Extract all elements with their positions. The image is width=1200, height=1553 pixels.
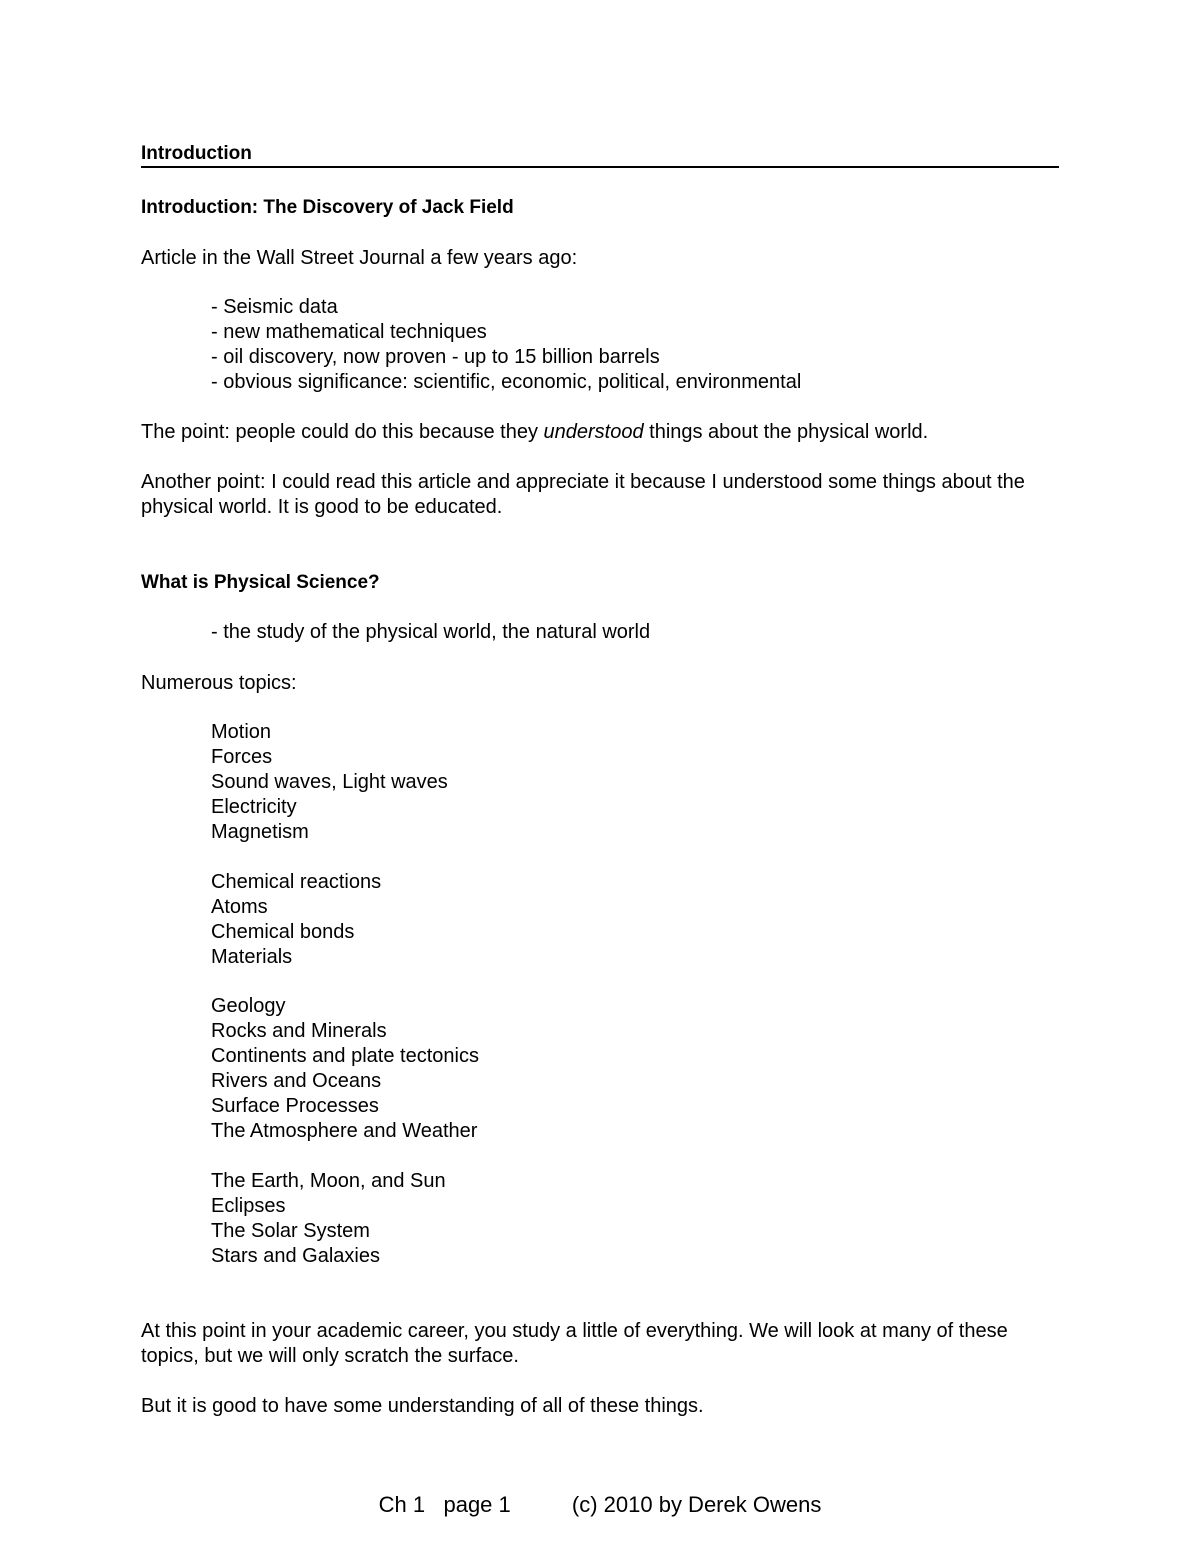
topic-item: Electricity [211, 796, 297, 818]
topic-item: Rocks and Minerals [211, 1020, 387, 1042]
article-intro: Article in the Wall Street Journal a few years ago: [141, 247, 578, 269]
topic-item: Magnetism [211, 821, 309, 843]
topics-label: Numerous topics: [141, 672, 297, 694]
the-point-emphasis: understood [543, 421, 644, 443]
topic-item: Forces [211, 746, 273, 768]
closing-paragraph: At this point in your academic career, you study a little of everything. We will look at many of these topics, but we will only scratch the surface. [141, 1320, 1008, 1367]
definition-item: - the study of the physical world, the natural world [211, 621, 651, 643]
another-point-paragraph: Another point: I could read this article and appreciate it because I understood some things about the physical world. It is good to be educated. [141, 471, 1025, 518]
topic-item: The Atmosphere and Weather [211, 1120, 478, 1142]
topic-item: Motion [211, 721, 272, 743]
page-footer: Ch 1 page 1 (c) 2010 by Derek Owens [378, 1492, 822, 1517]
bullet-item: - new mathematical techniques [211, 321, 487, 343]
topic-item: Chemical bonds [211, 921, 355, 943]
section-heading-discovery: Introduction: The Discovery of Jack Field [141, 197, 514, 218]
topic-item: Continents and plate tectonics [211, 1045, 479, 1067]
topic-item: The Earth, Moon, and Sun [211, 1170, 446, 1192]
bullet-item: - obvious significance: scientific, economic, political, environmental [211, 371, 802, 393]
topic-item: Sound waves, Light waves [211, 771, 448, 793]
bullet-item: - oil discovery, now proven - up to 15 billion barrels [211, 346, 660, 368]
the-point-text-end: things about the physical world. [643, 421, 929, 443]
topic-item: Stars and Galaxies [211, 1245, 380, 1267]
the-point-paragraph [141, 420, 928, 445]
topic-item: Eclipses [211, 1195, 286, 1217]
the-point-text: The point: people could do this because they [141, 421, 544, 443]
closing-line: But it is good to have some understanding of all of these things. [141, 1395, 704, 1417]
topic-item: Geology [211, 995, 286, 1017]
topic-item: Atoms [211, 896, 268, 918]
topic-item: Chemical reactions [211, 871, 382, 893]
topic-item: Materials [211, 946, 293, 968]
topic-item: Surface Processes [211, 1095, 379, 1117]
topic-item: Rivers and Oceans [211, 1070, 382, 1092]
bullet-item: - Seismic data [211, 296, 338, 318]
section-heading-physical-science: What is Physical Science? [141, 572, 380, 593]
page-header-title: Introduction [141, 142, 1059, 168]
topic-item: The Solar System [211, 1220, 370, 1242]
